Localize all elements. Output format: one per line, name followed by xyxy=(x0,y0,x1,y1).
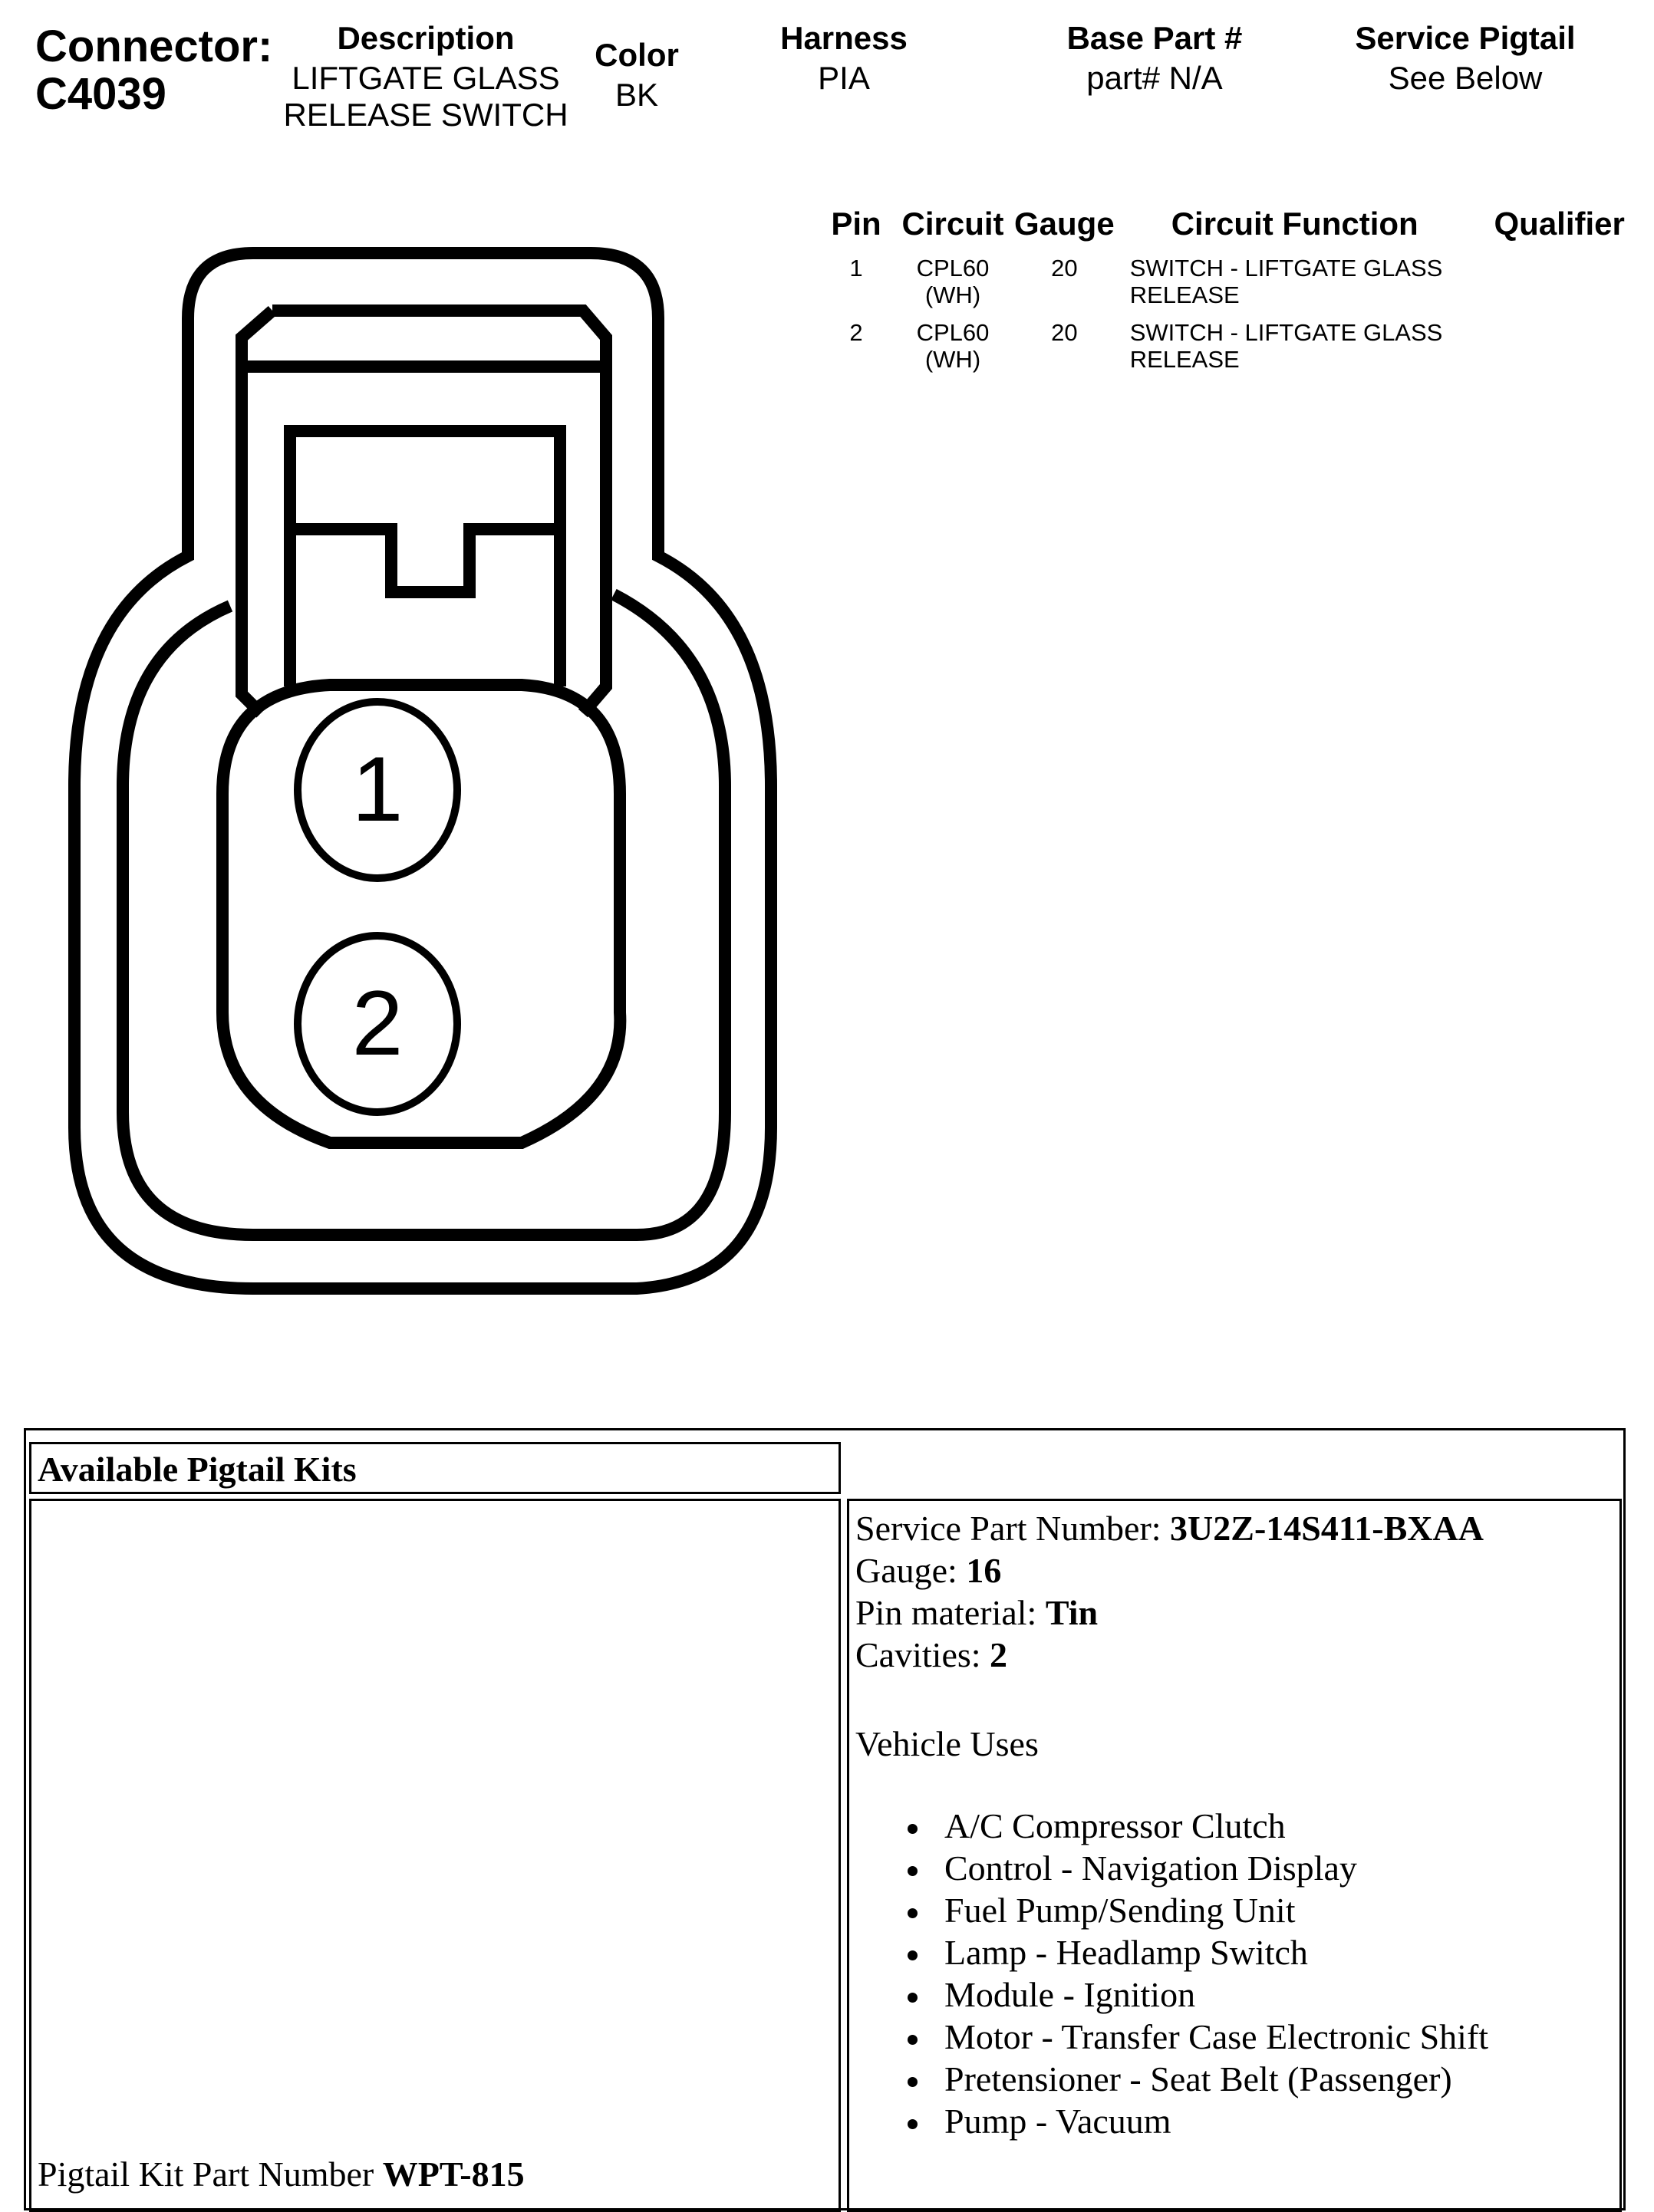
list-item: Control - Navigation Display xyxy=(903,1847,1488,1889)
gauge-label: Gauge: xyxy=(855,1551,967,1590)
pin-table xyxy=(821,206,1644,383)
color-header: Color xyxy=(595,37,679,73)
pigtail-kit-part-number xyxy=(38,2154,525,2194)
circuit-color: (WH) xyxy=(924,281,981,308)
circuit-cell xyxy=(891,255,1014,319)
base-part-header: Base Part # xyxy=(1066,20,1243,56)
circuit-cell xyxy=(891,319,1014,383)
latch-notch xyxy=(290,529,560,592)
harness-header: Harness xyxy=(780,20,908,56)
pin-header: Pin xyxy=(831,206,881,242)
table-row xyxy=(821,255,1644,319)
function-line1: SWITCH - LIFTGATE GLASS xyxy=(1129,255,1443,281)
latch-inner-window xyxy=(290,431,560,686)
circuit-code: CPL60 xyxy=(916,319,990,346)
color-value: BK xyxy=(614,77,659,113)
gauge-cell: 20 xyxy=(1051,255,1078,281)
service-part-label: Service Part Number: xyxy=(855,1509,1171,1548)
description-line1: LIFTGATE GLASS xyxy=(292,60,560,96)
list-item: Fuel Pump/Sending Unit xyxy=(903,1889,1488,1931)
cavities-label: Cavities: xyxy=(855,1635,990,1674)
list-item: Pretensioner - Seat Belt (Passenger) xyxy=(903,2058,1488,2100)
harness-value: PIA xyxy=(818,60,870,96)
base-part-value: part# N/A xyxy=(1086,60,1223,96)
cavities-value: 2 xyxy=(990,1635,1008,1674)
service-part-value: 3U2Z-14S411-BXAA xyxy=(1170,1509,1484,1548)
connector-label: Connector: xyxy=(35,21,273,71)
table-row xyxy=(821,319,1644,383)
description-line2: RELEASE SWITCH xyxy=(283,97,568,133)
pin-material-value: Tin xyxy=(1045,1593,1099,1632)
gauge-cell: 20 xyxy=(1051,319,1078,346)
pin-2-label: 2 xyxy=(351,972,404,1075)
service-part-number xyxy=(855,1507,1484,1549)
function-line2: RELEASE xyxy=(1129,346,1240,373)
gauge-spec xyxy=(855,1549,1484,1592)
service-pigtail-value: See Below xyxy=(1388,60,1543,96)
connector-face-diagram xyxy=(0,0,813,1319)
qualifier-cell xyxy=(1475,255,1644,319)
pin-material-spec xyxy=(855,1592,1484,1634)
pigtail-spec-cell xyxy=(847,1499,1622,2212)
list-item: Lamp - Headlamp Switch xyxy=(903,1931,1488,1973)
gauge-header: Gauge xyxy=(1014,206,1115,242)
vehicle-uses-title: Vehicle Uses xyxy=(855,1724,1039,1763)
list-item: Module - Ignition xyxy=(903,1973,1488,2016)
function-line1: SWITCH - LIFTGATE GLASS xyxy=(1129,319,1443,346)
kit-part-value: WPT-815 xyxy=(382,2154,525,2194)
list-item: A/C Compressor Clutch xyxy=(903,1805,1488,1847)
circuit-code: CPL60 xyxy=(916,255,990,281)
circuit-header: Circuit xyxy=(901,206,1004,242)
gauge-value: 16 xyxy=(966,1551,1002,1590)
pin-number: 2 xyxy=(849,319,863,346)
service-pigtail-column xyxy=(1335,17,1596,97)
vehicle-uses-list xyxy=(903,1805,1488,2142)
function-line2: RELEASE xyxy=(1129,281,1240,308)
function-cell xyxy=(1115,255,1475,319)
housing-outer-outline xyxy=(74,253,771,1289)
qualifier-cell xyxy=(1475,319,1644,383)
service-pigtail-header: Service Pigtail xyxy=(1355,20,1576,56)
pin-material-label: Pin material: xyxy=(855,1593,1046,1632)
pin-1-label: 1 xyxy=(351,738,404,841)
description-header: Description xyxy=(337,20,515,56)
pigtail-kits-title: Available Pigtail Kits xyxy=(29,1442,841,1494)
kit-part-label: Pigtail Kit Part Number xyxy=(38,2154,383,2194)
pin-cavity-body xyxy=(222,685,620,1143)
qualifier-header: Qualifier xyxy=(1494,206,1625,242)
pin-number: 1 xyxy=(849,255,863,281)
list-item: Pump - Vacuum xyxy=(903,2100,1488,2142)
circuit-color: (WH) xyxy=(924,346,981,373)
pigtail-kit-cell xyxy=(29,1499,841,2212)
pin-table-header-row xyxy=(821,206,1644,255)
function-cell xyxy=(1115,319,1475,383)
pigtail-header-blank xyxy=(847,1442,1622,1494)
cavities-spec xyxy=(855,1634,1484,1676)
circuit-function-header: Circuit Function xyxy=(1171,206,1418,242)
connector-id: C4039 xyxy=(35,69,166,119)
pigtail-spec xyxy=(855,1507,1484,1676)
base-part-column xyxy=(1020,17,1289,97)
list-item: Motor - Transfer Case Electronic Shift xyxy=(903,2016,1488,2058)
